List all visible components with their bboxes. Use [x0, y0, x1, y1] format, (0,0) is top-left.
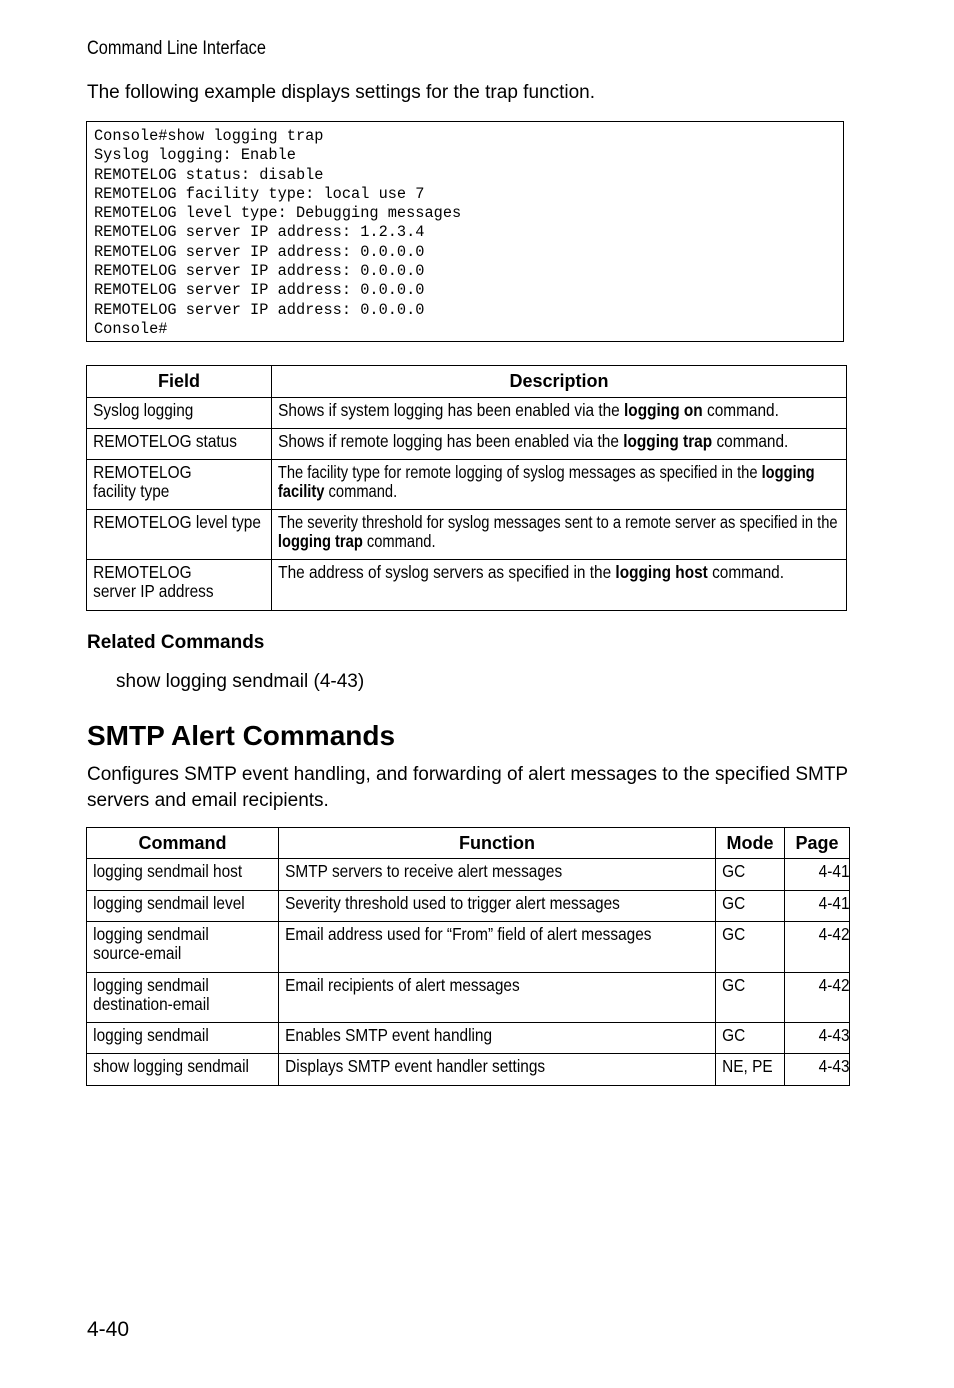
table-row: [87, 510, 847, 560]
code-line: Console#show logging trap: [94, 127, 324, 145]
page-cell: 4-41: [819, 861, 850, 881]
table-row: [87, 859, 850, 891]
column-header-function: Function: [279, 828, 716, 859]
description-cell: The facility type for remote logging of syslog messages as specified in the logging facility command.: [277, 462, 815, 501]
mode-cell: GC: [722, 861, 746, 881]
code-line: REMOTELOG server IP address: 0.0.0.0: [94, 300, 425, 319]
field-cell: Syslog logging: [93, 400, 194, 420]
page-cell: 4-41: [819, 893, 850, 913]
description-cell: Shows if system logging has been enabled via the logging on command.: [278, 400, 779, 420]
function-cell: Email recipients of alert messages: [285, 975, 520, 995]
table-row: [87, 973, 850, 1023]
table-row: [87, 460, 847, 510]
description-cell: Shows if remote logging has been enabled via the logging trap command.: [278, 431, 789, 451]
command-cell: logging sendmail: [93, 1025, 209, 1045]
field-description-table: [86, 365, 847, 611]
function-cell: Enables SMTP event handling: [285, 1025, 493, 1045]
section-title: SMTP Alert Commands: [87, 720, 396, 751]
table-row: [87, 398, 847, 429]
field-cell: REMOTELOG server IP address: [93, 562, 214, 601]
code-line: REMOTELOG level type: Debugging messages: [94, 204, 462, 223]
command-cell: logging sendmail level: [93, 893, 245, 913]
table-row: [87, 1054, 850, 1086]
function-cell: Severity threshold used to trigger alert messages: [285, 893, 620, 913]
table-row: [87, 1023, 850, 1054]
command-cell: logging sendmail host: [93, 861, 243, 881]
column-header-mode: Mode: [716, 828, 785, 859]
mode-cell: GC: [722, 975, 746, 995]
code-line: REMOTELOG server IP address: 1.2.3.4: [94, 223, 425, 242]
code-line: REMOTELOG status: disable: [94, 165, 324, 184]
column-header-page: Page: [785, 828, 850, 859]
field-cell: REMOTELOG level type: [93, 512, 261, 532]
field-cell: REMOTELOG status: [93, 431, 237, 451]
description-cell: The address of syslog servers as specified in the logging host command.: [278, 562, 784, 582]
table-header-row: [87, 366, 847, 398]
page-cell: 4-42: [819, 975, 850, 995]
related-commands-heading: Related Commands: [87, 632, 265, 653]
table-row: [87, 891, 850, 922]
table-row: [87, 429, 847, 460]
code-line: REMOTELOG server IP address: 0.0.0.0: [94, 281, 425, 300]
code-line: REMOTELOG facility type: local use 7: [94, 184, 425, 203]
mode-cell: NE, PE: [722, 1056, 773, 1076]
column-header-description: Description: [272, 366, 847, 398]
intro-paragraph: The following example displays settings for the trap function.: [87, 82, 595, 103]
column-header-field: Field: [87, 366, 272, 398]
code-line: REMOTELOG server IP address: 0.0.0.0: [94, 262, 425, 281]
code-example-box: [86, 121, 844, 342]
section-description: Configures SMTP event handling, and forwarding of alert messages to the specified SMTP servers and email recipients.: [87, 764, 848, 811]
function-cell: SMTP servers to receive alert messages: [285, 861, 563, 881]
mode-cell: GC: [722, 1025, 746, 1045]
code-line: Console#: [94, 319, 168, 338]
code-line: Syslog logging: Enable: [94, 146, 296, 165]
description-cell: The severity threshold for syslog messages sent to a remote server as specified in the logging trap command.: [277, 512, 838, 551]
code-line: REMOTELOG server IP address: 0.0.0.0: [94, 242, 425, 261]
page-cell: 4-43: [819, 1056, 850, 1076]
function-cell: Displays SMTP event handler settings: [285, 1056, 546, 1076]
table-row: [87, 560, 847, 611]
column-header-command: Command: [87, 828, 279, 859]
command-table: [86, 827, 850, 1086]
table-header-row: [87, 828, 850, 859]
related-command-item: show logging sendmail (4-43): [116, 671, 365, 692]
command-cell: logging sendmail destination-email: [93, 975, 210, 1014]
page-number: 4-40: [87, 1318, 130, 1341]
table-row: [87, 922, 850, 973]
page-cell: 4-42: [819, 924, 850, 944]
running-header: Command Line Interface: [87, 38, 266, 59]
command-cell: show logging sendmail: [93, 1056, 249, 1076]
field-cell: REMOTELOG facility type: [93, 462, 192, 501]
command-cell: logging sendmail source-email: [93, 924, 209, 963]
mode-cell: GC: [722, 893, 746, 913]
function-cell: Email address used for “From” field of alert messages: [285, 924, 652, 944]
page-cell: 4-43: [819, 1025, 850, 1045]
mode-cell: GC: [722, 924, 746, 944]
